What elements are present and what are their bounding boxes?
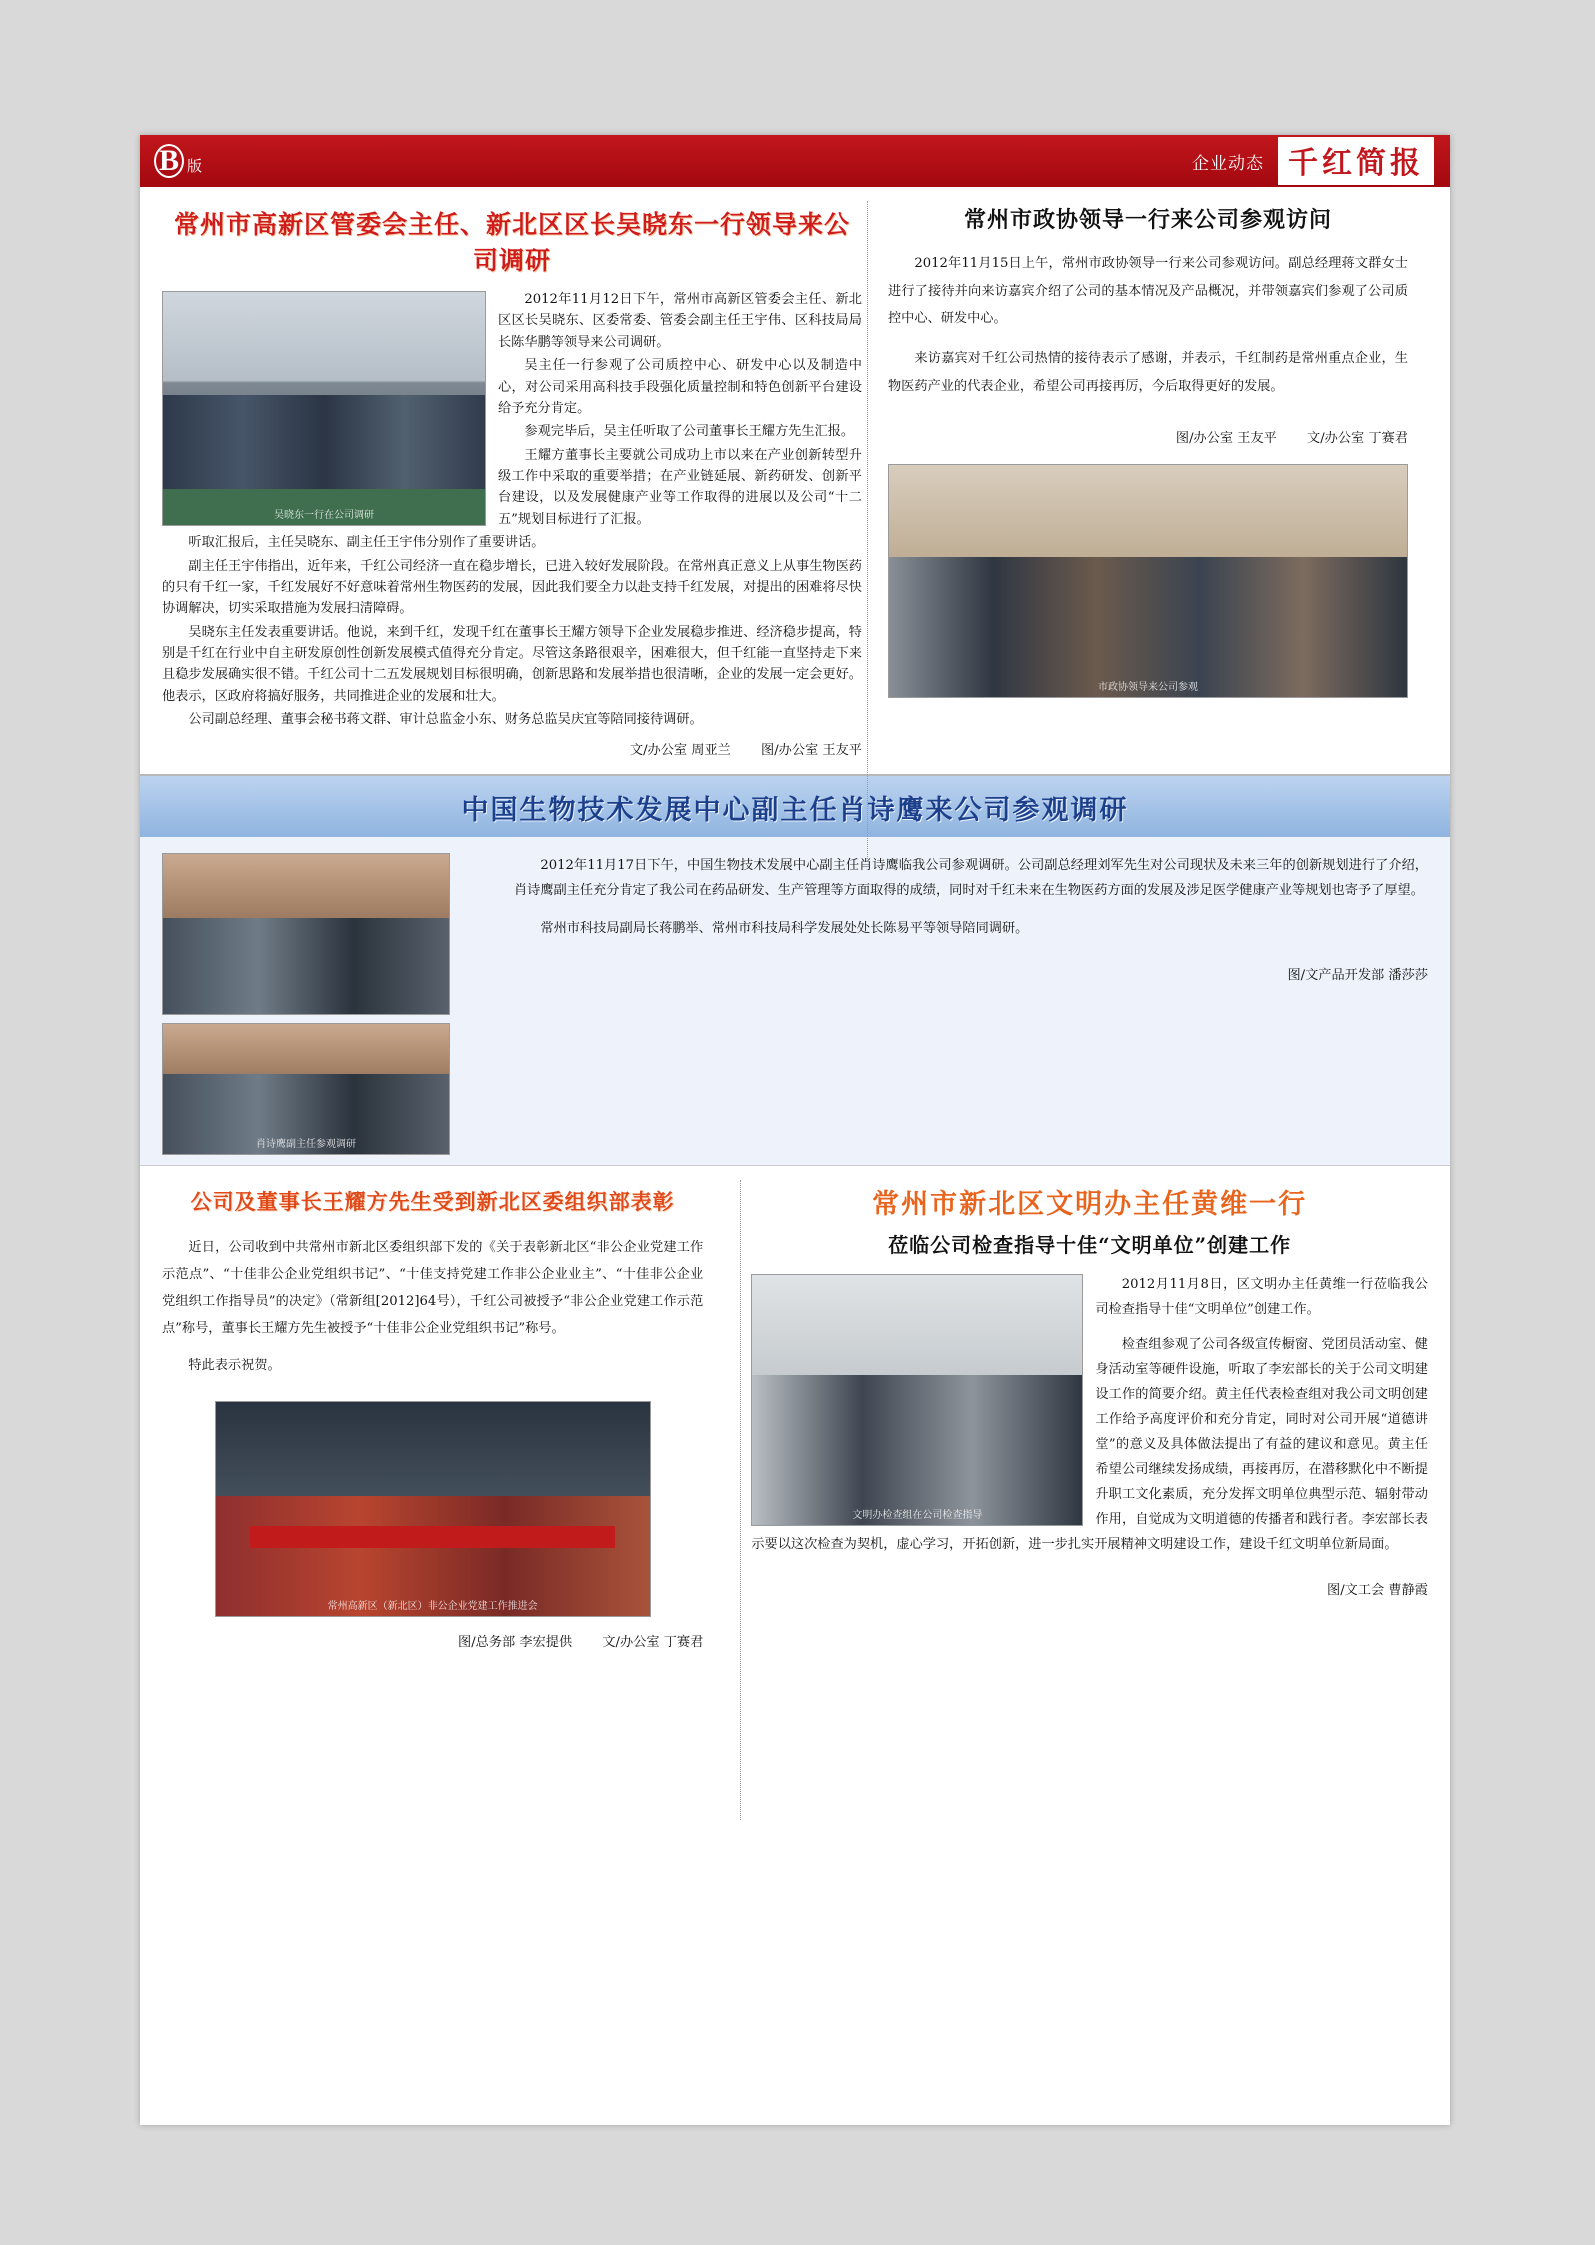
article-2-photo xyxy=(888,464,1408,698)
newsletter-page xyxy=(140,135,1450,2125)
article-2 xyxy=(862,187,1408,758)
masthead-right xyxy=(1192,137,1450,185)
article-1-para-7: 公司副总经理、董事会秘书蒋文群、审计总监金小东、财务总监吴庆宜等陪同接待调研。 xyxy=(188,712,703,728)
article-1-para-1: 吴主任一行参观了公司质控中心、研发中心以及制造中心，对公司采用高科技手段强化质量控制和特色创新平台建设给予充分肯定。 xyxy=(498,358,862,416)
article-5-headline: 常州市新北区文明办主任黄维一行 xyxy=(872,1188,1308,1220)
article-3-credit-0: 图/文产品开发部 潘莎莎 xyxy=(1287,967,1428,983)
article-3-para-0: 2012年11月17日下午，中国生物技术发展中心副主任肖诗鹰临我公司参观调研。公司副总经理刘军先生对公司现状及未来三年的创新规划进行了介绍，肖诗鹰副主任充分肯定了我公司在药品研发、生产管理等方面取得的成绩，同时对千红未来在生物医药方面的发展及涉足医学健康产业等规划也寄予了厚望。 xyxy=(514,857,1428,899)
article-2-para-1: 来访嘉宾对千红公司热情的接待表示了感谢，并表示，千红制药是常州重点企业，生物医药产业的代表企业，希望公司再接再厉，今后取得更好的发展。 xyxy=(888,351,1408,394)
article-1-photo xyxy=(162,291,486,526)
article-2-photo-caption: 市政协领导来公司参观 xyxy=(1098,681,1198,693)
article-2-credits xyxy=(888,427,1408,446)
section-middle xyxy=(140,774,1450,1165)
article-3-photo-2 xyxy=(162,1023,450,1155)
article-5-credit-0: 图/文工会 曹静霞 xyxy=(1327,1583,1428,1599)
article-5-photo xyxy=(751,1274,1083,1526)
article-5-photo-caption: 文明办检查组在公司检查指导 xyxy=(852,1509,983,1521)
article-1-para-3: 王耀方董事长主要就公司成功上市以来在产业创新转型升级工作中采取的重要举措；在产业链延展、新药研发、创新平台建设，以及发展健康产业等工作取得的进展以及公司“十二五”规划目标进行了汇报。 xyxy=(498,447,862,527)
column-divider xyxy=(867,201,869,861)
article-1-credits xyxy=(162,739,862,758)
article-1-para-2: 参观完毕后，吴主任听取了公司董事长王耀方先生汇报。 xyxy=(524,424,855,440)
column-divider-2 xyxy=(740,1180,742,1820)
article-3-body xyxy=(140,837,1450,1165)
article-4 xyxy=(162,1180,727,1650)
article-1-credit-1: 图/办公室 王友平 xyxy=(761,742,862,758)
article-1-para-5: 副主任王宇伟指出，近年来，千红公司经济一直在稳步增长，已进入较好发展阶段。在常州真正意义上从事生物医药的只有千红一家，千红发展好不好意味着常州生物医药的发展，因此我们要全力以赴支持千红发展，对提出的困难将尽快协调解决，切实采取措施为发展扫清障碍。 xyxy=(162,558,862,617)
article-3-para-1: 常州市科技局副局长蒋鹏举、常州市科技局科学发展处处长陈易平等领导陪同调研。 xyxy=(540,920,1029,936)
article-2-credit-0: 图/办公室 王友平 xyxy=(1175,430,1277,446)
article-5-para-0: 2012月11月8日，区文明办主任黄维一行莅临我公司检查指导十佳“文明单位”创建工作。 xyxy=(1095,1276,1428,1317)
page-letter-suffix: 版 xyxy=(187,157,203,175)
section-bottom xyxy=(140,1165,1450,1660)
article-5-subheadline: 莅临公司检查指导十佳“文明单位”创建工作 xyxy=(888,1232,1292,1257)
article-3-photo-1 xyxy=(162,853,450,1015)
masthead-subtitle: 企业动态 xyxy=(1192,153,1264,174)
article-3-credits xyxy=(514,964,1428,983)
article-5-credits xyxy=(751,1579,1428,1598)
masthead xyxy=(140,135,1450,187)
article-4-para-0: 近日，公司收到中共常州市新北区委组织部下发的《关于表彰新北区“非公企业党建工作示范点”、“十佳非公企业党组织书记”、“十佳支持党建工作非公企业业主”、“十佳非公企业党组织工作指导员”的决定》（常新组[2012]64号），千红公司被授予“非公企业党建工作示范点”称号，董事长王耀方先生被授予“十佳非公企业党组织书记”称号。 xyxy=(162,1239,704,1336)
article-4-headline: 公司及董事长王耀方先生受到新北区委组织部表彰 xyxy=(190,1188,675,1214)
article-3-photo-caption: 肖诗鹰副主任参观调研 xyxy=(256,1138,356,1150)
article-3-headline: 中国生物技术发展中心副主任肖诗鹰来公司参观调研 xyxy=(461,794,1129,826)
article-1-para-6: 吴晓东主任发表重要讲话。他说，来到千红，发现千红在董事长王耀方领导下企业发展稳步推进、经济稳步提高，特别是千红在行业中自主研发原创性创新发展模式值得充分肯定。尽管这条路很艰辛，困难很大，但千红能一直坚持走下来且稳步发展确实很不错。千红公司十二五发展规划目标很明确，创新思路和发展举措也很清晰，企业的发展一定会更好。他表示，区政府将搞好服务，共同推进企业的发展和壮大。 xyxy=(162,624,862,704)
article-5-para-1: 检查组参观了公司各级宣传橱窗、党团员活动室、健身活动室等硬件设施，听取了李宏部长的关于公司文明建设工作的简要介绍。黄主任代表检查组对我公司文明创建工作给予高度评价和充分肯定，同时对公司开展“道德讲堂”的意义及具体做法提出了有益的建议和意见。黄主任希望公司继续发扬成绩，再接再厉，在潜移默化中不断提升职工文化素质，充分发挥文明单位典型示范、辐射带动作用，自觉成为文明道德的传播者和践行者。李宏部长表示要以这次检查为契机，虚心学习，开拓创新，进一步扎实开展精神文明建设工作，建设千红文明单位新局面。 xyxy=(751,1336,1428,1553)
masthead-title: 千红简报 xyxy=(1278,137,1434,185)
article-1 xyxy=(162,187,862,758)
article-1-credit-0: 文/办公室 周亚兰 xyxy=(629,742,731,758)
article-4-credits xyxy=(162,1631,703,1650)
article-2-headline: 常州市政协领导一行来公司参观访问 xyxy=(963,207,1332,233)
article-1-headline: 常州市高新区管委会主任、新北区区长吴晓东一行领导来公司调研 xyxy=(173,210,850,275)
article-4-photo-caption: 常州高新区（新北区）非公企业党建工作推进会 xyxy=(327,1600,538,1612)
article-4-credit-1: 文/办公室 丁赛君 xyxy=(602,1634,704,1650)
masthead-left xyxy=(140,144,202,178)
article-5 xyxy=(727,1180,1428,1650)
section-top xyxy=(140,187,1450,758)
article-2-credit-1: 文/办公室 丁赛君 xyxy=(1307,430,1408,446)
article-3-banner xyxy=(140,776,1450,837)
page-letter: B xyxy=(154,144,184,178)
article-1-para-4: 听取汇报后，主任吴晓东、副主任王宇伟分别作了重要讲话。 xyxy=(188,535,545,551)
article-1-photo-caption: 吴晓东一行在公司调研 xyxy=(274,510,374,521)
article-4-para-1: 特此表示祝贺。 xyxy=(188,1357,281,1373)
article-1-para-0: 2012年11月12日下午，常州市高新区管委会主任、新北区区长吴晓东、区委常委、管委会副主任王宇伟、区科技局局长陈华鹏等领导来公司调研。 xyxy=(498,292,862,350)
article-4-credit-0: 图/总务部 李宏提供 xyxy=(458,1634,573,1650)
article-2-para-0: 2012年11月15日上午，常州市政协领导一行来公司参观访问。副总经理蒋文群女士进行了接待并向来访嘉宾介绍了公司的基本情况及产品概况，并带领嘉宾们参观了公司质控中心、研发中心。 xyxy=(888,256,1408,327)
article-4-photo xyxy=(215,1401,651,1617)
